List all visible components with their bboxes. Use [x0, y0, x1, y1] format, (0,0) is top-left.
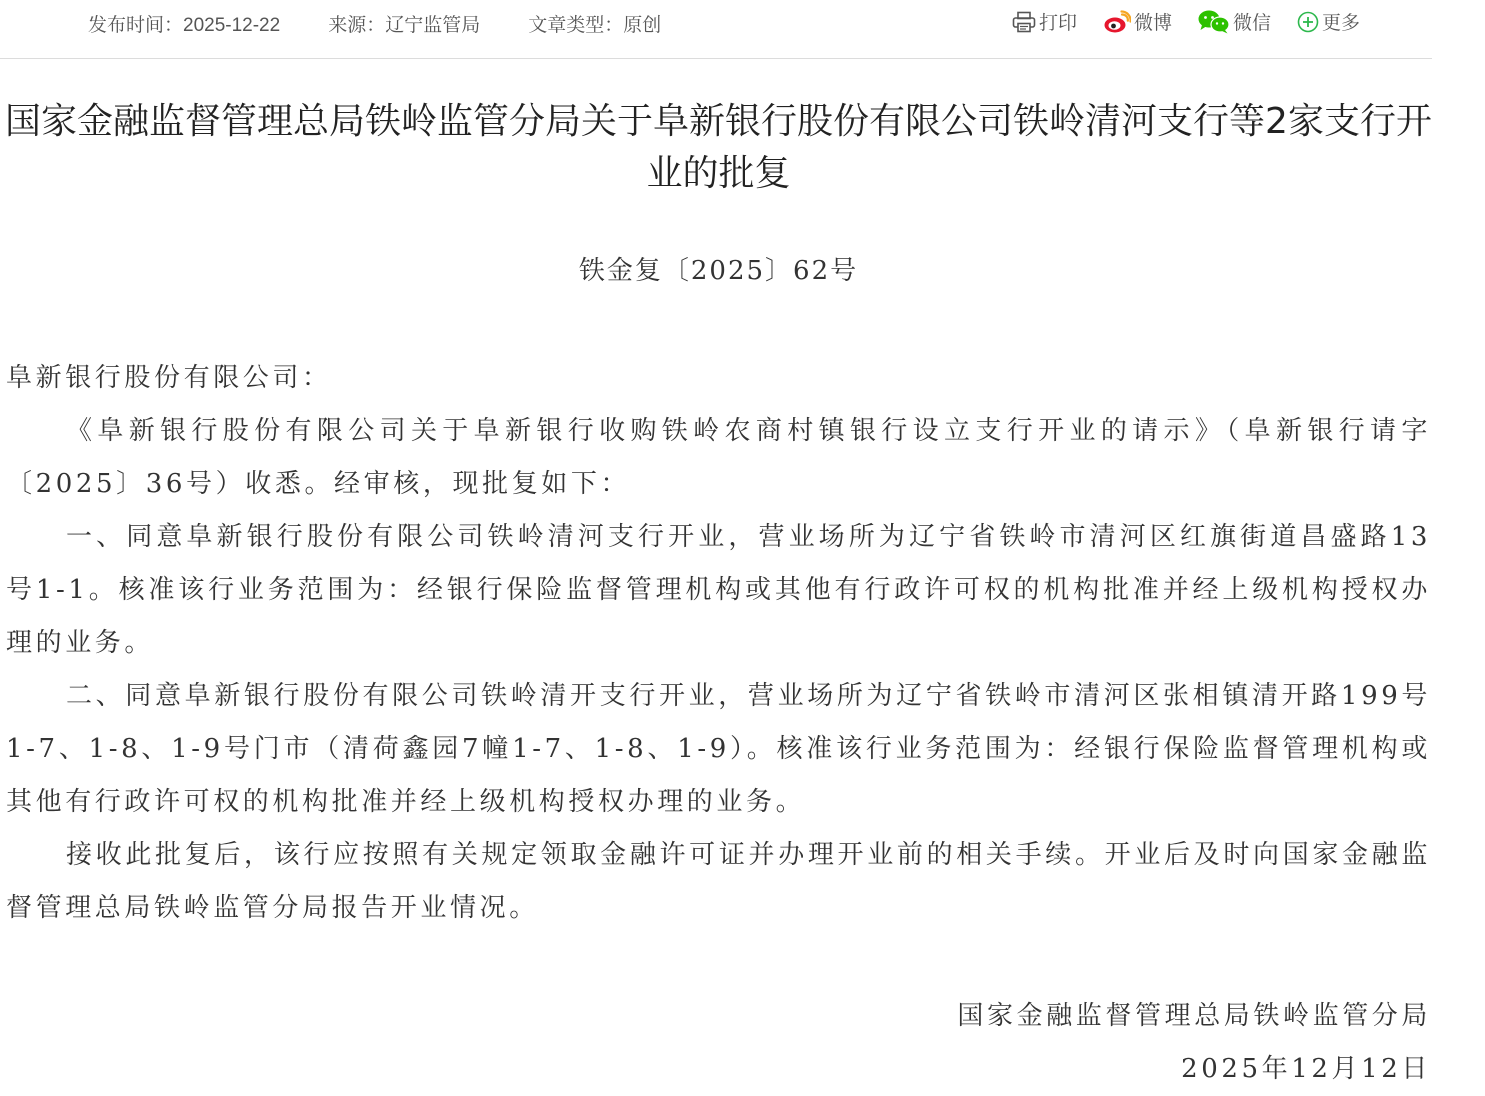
body-paragraph: 二、同意阜新银行股份有限公司铁岭清开支行开业，营业场所为辽宁省铁岭市清河区张相镇清开路199号1-7、1-8、1-9号门市（清荷鑫园7幢1-7、1-8、1-9）。核准该行业务范围为：经银行保险监督管理机构或其他有行政许可权的机构批准并经上级机构授权办理的业务。 [6, 681, 1431, 817]
wechat-icon [1198, 10, 1230, 34]
signature-organization: 国家金融监督管理总局铁岭监管分局 [957, 1001, 1431, 1031]
article-meta-bar [0, 0, 1432, 59]
more-share-button[interactable] [1297, 8, 1360, 35]
weibo-icon [1103, 10, 1131, 34]
article-source: 来源：辽宁监管局 [328, 15, 481, 36]
salutation: 阜新银行股份有限公司： [6, 363, 332, 393]
wechat-share-button[interactable] [1198, 8, 1271, 35]
plus-circle-icon [1297, 11, 1319, 33]
weibo-label: 微博 [1133, 13, 1172, 34]
wechat-label: 微信 [1232, 13, 1271, 34]
signature-block [957, 990, 1431, 1096]
body-paragraph: 《阜新银行股份有限公司关于阜新银行收购铁岭农商村镇银行设立支行开业的请示》（阜新银行请字〔2025〕36号）收悉。经审核，现批复如下： [6, 416, 1431, 499]
document-number: 铁金复〔2025〕62号 [578, 256, 859, 286]
article-type: 文章类型：原创 [528, 15, 662, 36]
article-body [6, 352, 1431, 935]
printer-icon [1012, 11, 1036, 33]
publish-time: 发布时间：2025-12-22 [88, 15, 281, 36]
body-paragraph: 一、同意阜新银行股份有限公司铁岭清河支行开业，营业场所为辽宁省铁岭市清河区红旗街道昌盛路13号1-1。核准该行业务范围为：经银行保险监督管理机构或其他有行政许可权的机构批准并经上级机构授权办理的业务。 [6, 522, 1431, 658]
print-label: 打印 [1038, 13, 1077, 34]
weibo-share-button[interactable] [1103, 8, 1172, 35]
print-button[interactable] [1012, 8, 1077, 35]
more-label: 更多 [1321, 13, 1360, 34]
article-meta-info [88, 10, 661, 37]
signature-date: 2025年12月12日 [1181, 1054, 1431, 1084]
body-paragraph: 接收此批复后，该行应按照有关规定领取金融许可证并办理开业前的相关手续。开业后及时向国家金融监督管理总局铁岭监管分局报告开业情况。 [6, 840, 1431, 923]
share-toolbar [1012, 8, 1360, 35]
article-title: 国家金融监督管理总局铁岭监管分局关于阜新银行股份有限公司铁岭清河支行等2家支行开业的批复 [5, 101, 1432, 194]
